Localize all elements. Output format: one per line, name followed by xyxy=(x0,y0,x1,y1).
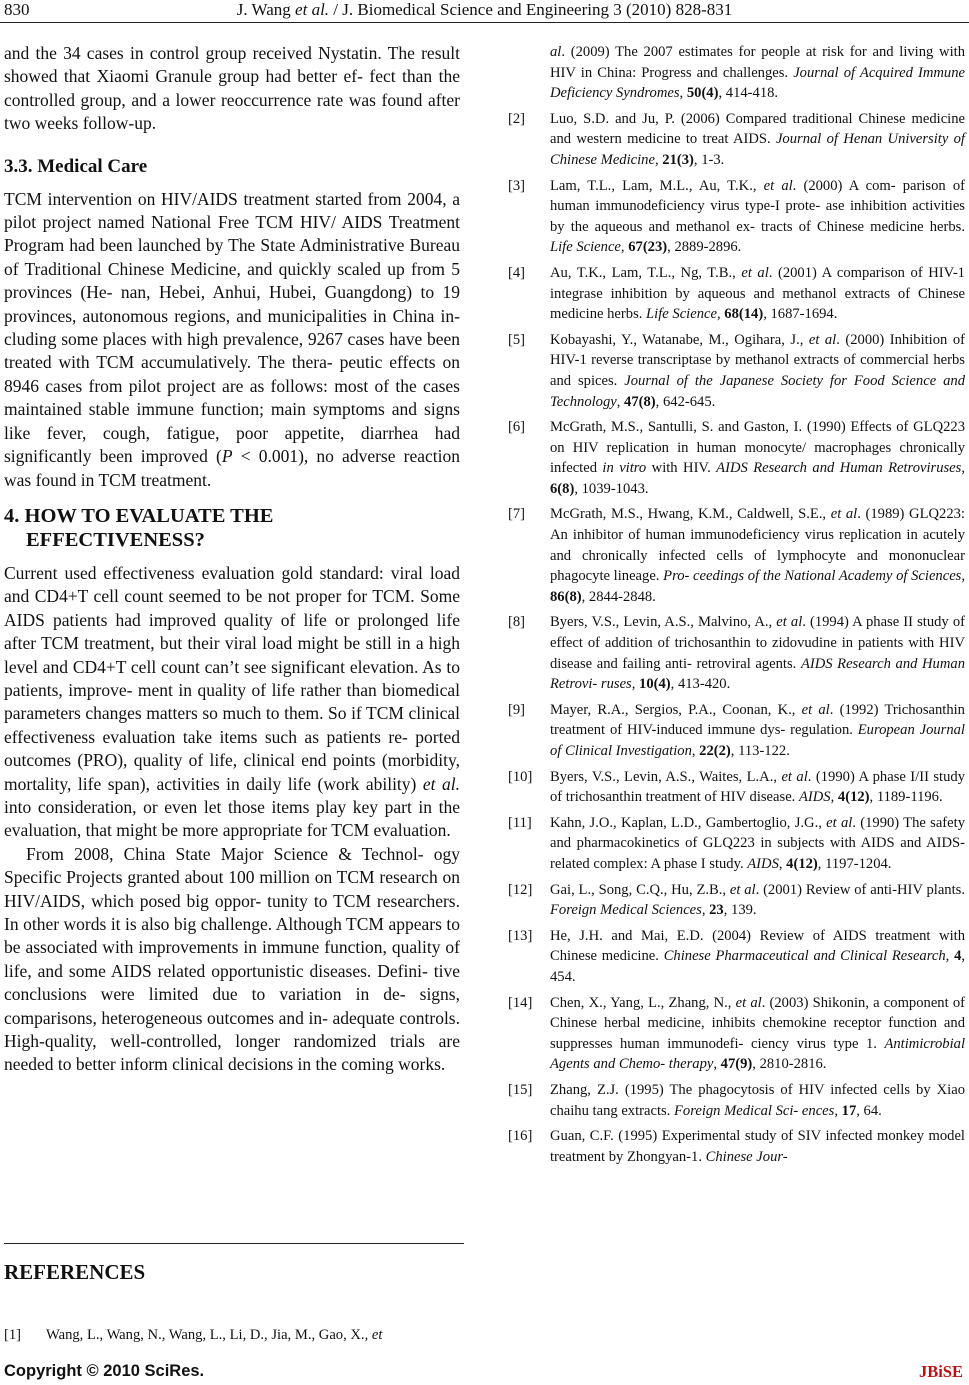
paragraph-text: Current used effectiveness evaluation gold standard: viral load and CD4+T cell count seemed to be not proper for TCM. Some AIDS patients had improved quality of life or prolonged life after TCM treatment, but their viral load might be still in a high level and CD4+T cell count can’t see significant elevation. As to patients, improve- ment in quality of life rather than biomedical parameters changes matters so much to them. So if TCM clinical effectiveness evaluation take items such as patients re- ported outcomes (PRO), quality of life, clinical end points (morbidity, mortality, life span), activities in daily life (work ability) xyxy=(4,562,460,794)
reference-text: Lam, T.L., Lam, M.L., Au, T.K., et al. (2000) A com- parison of human immunodeficiency virus type-I prote- ase inhibition activities by the aqueous and methanol ex- tracts of Chinese medicine herbs. Life Science, 67(23), 2889-2896. xyxy=(550,177,965,256)
reference-number: [3] xyxy=(508,177,526,194)
reference-text: Gai, L., Song, C.Q., Hu, Z.B., et al. (2001) Review of anti-HIV plants. Foreign Medical Sciences, 23, 139. xyxy=(550,881,965,919)
reference-14 xyxy=(508,993,965,1075)
reference-text: Kobayashi, Y., Watanabe, M., Ogihara, J., et al. (2000) Inhibition of HIV-1 reverse transcriptase by methanol extracts of commercial herbs and spices. Journal of the Japanese Society for Food Science and Technology, 47(8), 642-645. xyxy=(550,331,965,410)
pages: , 139. xyxy=(723,902,757,919)
reference-body: with HIV. xyxy=(646,460,717,477)
journal-name: Antimicrobial Agents and Chemo- therapy xyxy=(550,1035,965,1073)
reference-number: [8] xyxy=(508,614,526,631)
reference-body: . (2000) A com- parison of human immunodeficiency virus type-I prote- ase inhibition activities by the aqueous and methanol ex- tracts of Chinese medicine herbs. xyxy=(550,177,965,235)
heading-line-2: EFFECTIVENESS? xyxy=(26,528,205,551)
volume: 68(14) xyxy=(724,306,764,323)
reference-2 xyxy=(508,109,965,171)
reference-authors: Kahn, J.O., Kaplan, L.D., Gambertoglio, J.G., xyxy=(550,814,827,831)
reference-7 xyxy=(508,504,965,607)
et-al-text: et al xyxy=(801,701,830,718)
running-title-text: J. Wang et al. / J. Biomedical Science and Engineering 3 (2010) 828-831 xyxy=(236,0,733,19)
reference-authors: Byers, V.S., Levin, A.S., Waites, L.A., xyxy=(550,768,782,785)
journal-name: Foreign Medical Sciences xyxy=(550,902,702,919)
volume: 22(2) xyxy=(699,743,731,759)
header-rule xyxy=(0,22,969,23)
copyright-footer: Copyright © 2010 SciRes. xyxy=(4,1362,205,1380)
et-al-text: et al xyxy=(729,881,756,898)
reference-text: Mayer, R.A., Sergios, P.A., Coonan, K., et al. (1992) Trichosanthin treatment of HIV-induced immune dys- regulation. European Journal of Clinical Investigation, 22(2), 113-122. xyxy=(550,701,965,759)
journal-name: AIDS Research and Human Retroviruses xyxy=(716,460,962,477)
paragraph-tcm-intervention xyxy=(4,188,460,492)
reference-text xyxy=(550,1126,965,1167)
volume: 4(12) xyxy=(786,855,818,872)
reference-number: [2] xyxy=(508,110,526,127)
pages: , 1039-1043. xyxy=(574,480,649,497)
pages: , 642-645. xyxy=(655,393,716,410)
reference-body: . (2009) The 2007 estimates for people at risk for and living with HIV in China: Progress and challenges. xyxy=(550,44,965,81)
journal-name: Journal of Acquired Immune Deficiency Syndromes xyxy=(550,64,965,102)
journal-name: AIDS xyxy=(798,789,831,806)
reference-authors: He, J.H. and Mai, E.D. (2004) Review of AIDS treatment with Chinese medicine. xyxy=(550,927,965,965)
reference-authors: Wang, L., Wang, N., Wang, L., Li, D., Jia, M., Gao, X., xyxy=(46,1327,372,1343)
reference-body: . (2001) Review of anti-HIV plants. xyxy=(755,881,965,898)
et-al-text: et al. xyxy=(422,773,460,794)
reference-text: Byers, V.S., Levin, A.S., Malvino, A., et al. (1994) A phase II study of effect of addition of trichosanthin to zidovudine in patients with HIV disease and failing anti- retroviral agents. AIDS Research and Human Retrovi- ruses, 10(4), 413-420. xyxy=(550,614,965,693)
reference-body: . (2000) Inhibition of HIV-1 reverse transcriptase by methanol extracts of commercial herbs and spices. xyxy=(550,331,965,389)
reference-authors: Kobayashi, Y., Watanabe, M., Ogihara, J., xyxy=(550,331,809,348)
references-heading: REFERENCES xyxy=(4,1260,146,1284)
volume: 4 xyxy=(954,948,962,965)
reference-authors: McGrath, M.S., Hwang, K.M., Caldwell, S.E., xyxy=(550,506,831,523)
heading-line-1: 4. HOW TO EVALUATE THE xyxy=(4,504,274,527)
volume: 4(12) xyxy=(837,789,870,806)
reference-authors: Gai, L., Song, C.Q., Hu, Z.B., xyxy=(550,881,730,898)
reference-number: [6] xyxy=(508,419,526,436)
paragraph-text: TCM intervention on HIV/AIDS treatment started from 2004, a pilot project named National Free TCM HIV/ AIDS Treatment Program had been launched by The State Administrative Bureau of Traditional Chinese Medicine, and quickly scaled up from 5 provinces (He- nan, Hebei, Anhui, Hubei, Guangdong) to 19 provinces, autonomous regions, and municipalities in China in- cluding some places with high prevalence, 9267 cases have been treated with TCM accumulatively. The thera- peutic effects on 8946 cases from pilot project are as follows: most of the cases maintained stable immune function; main symptoms and signs like fever, cough, fatigue, poor appetite, diarrhea had significantly been improved ( xyxy=(4,188,460,467)
reference-text: Byers, V.S., Levin, A.S., Waites, L.A., et al. (1990) A phase I/II study of trichosanthin treatment of HIV disease. AIDS, 4(12), 1189-1196. xyxy=(550,768,965,806)
journal-name: AIDS xyxy=(747,855,779,872)
reference-13 xyxy=(508,926,965,988)
et-al-text: et al. xyxy=(295,0,330,19)
reference-12 xyxy=(508,880,965,921)
reference-number: [7] xyxy=(508,506,526,523)
reference-number: [9] xyxy=(508,701,526,718)
reference-9 xyxy=(508,700,965,762)
et-al-text: et al xyxy=(826,814,853,831)
reference-1 xyxy=(4,1325,460,1346)
et-al-text: et xyxy=(371,1327,383,1343)
pages: , 1189-1196. xyxy=(869,789,943,806)
reference-body: . (1990) The safety and pharmacokinetics of GLQ223 in subjects with AIDS and AIDS-related complex: A phase I study. xyxy=(550,814,965,872)
reference-number: [1] xyxy=(4,1327,22,1343)
reference-body: . (2003) Shikonin, a component of Chinese herbal medicine, inhibits chemokine receptor function and suppresses human immunodefi- ciency virus type 1. xyxy=(550,994,965,1052)
reference-authors: Mayer, R.A., Sergios, P.A., Coonan, K., xyxy=(550,701,802,718)
pages: , 414-418. xyxy=(718,85,779,102)
et-al-text: et al xyxy=(781,768,808,785)
reference-text: McGrath, M.S., Santulli, S. and Gaston, I. (1990) Effects of GLQ223 on HIV replication in human monocyte/ macrophages chronically infected in vitro with HIV. AIDS Research and Human Retroviruses, 6(8), 1039-1043. xyxy=(550,419,965,497)
reference-8 xyxy=(508,612,965,694)
journal-name: Life Science xyxy=(550,239,621,256)
et-al-text: et al xyxy=(735,994,762,1011)
reference-10 xyxy=(508,767,965,808)
journal-name: Pro- ceedings of the National Academy of Sciences xyxy=(663,568,962,585)
pages: , 413-420. xyxy=(670,676,731,693)
section-heading-evaluate xyxy=(4,504,460,552)
reference-body: . (1990) A phase I/II study of trichosanthin treatment of HIV disease. xyxy=(550,768,965,806)
reference-authors: Luo, S.D. and Ju, P. (2006) Compared traditional Chinese medicine and western medicine to treat AIDS. xyxy=(550,110,965,148)
et-al-text: et al xyxy=(741,264,769,281)
page-number: 830 xyxy=(4,0,30,19)
reference-15 xyxy=(508,1080,965,1121)
journal-name: Life Science xyxy=(646,306,717,323)
et-al-text: in vitro xyxy=(602,460,647,477)
journal-name: Foreign Medical Sci- ences xyxy=(674,1102,835,1119)
reference-body: . (2001) A comparison of HIV-1 integrase inhibition by aqueous and methanol extracts of Chinese medicine herbs. xyxy=(550,264,965,323)
reference-body: . (1989) GLQ223: An inhibitor of human immunodeficiency virus replication in acutely and chronically infected cells of lymphocyte and mononuclear phagocyte lineage. xyxy=(550,506,965,585)
reference-3 xyxy=(508,176,965,258)
pages: , 2844-2848. xyxy=(581,588,656,605)
pages: , 1-3. xyxy=(693,151,725,168)
volume: 17 xyxy=(841,1102,857,1119)
running-title xyxy=(0,0,969,20)
journal-name: European Journal of Clinical Investigation xyxy=(550,722,965,759)
reference-number: [12] xyxy=(508,881,533,898)
volume: 23 xyxy=(709,902,724,919)
et-al-text: et al xyxy=(763,177,793,194)
reference-authors: Lam, T.L., Lam, M.L., Au, T.K., xyxy=(550,177,764,194)
reference-4 xyxy=(508,263,965,325)
reference-authors: Guan, C.F. (1995) Experimental study of SIV infected monkey model treatment by Zhongyan-1. xyxy=(550,1128,965,1165)
reference-number: [5] xyxy=(508,331,526,348)
right-column xyxy=(508,42,965,1172)
reference-5 xyxy=(508,330,965,412)
reference-number: [14] xyxy=(508,994,533,1011)
section-heading-medical-care: 3.3. Medical Care xyxy=(4,155,148,177)
reference-11 xyxy=(508,813,965,875)
reference-authors: Au, T.K., Lam, T.L., Ng, T.B., xyxy=(550,264,742,281)
journal-name: Journal of the Japanese Society for Food Science and Technology xyxy=(550,372,965,410)
pages: , 1687-1694. xyxy=(763,306,838,323)
reference-number: [10] xyxy=(508,768,533,785)
reference-text: McGrath, M.S., Hwang, K.M., Caldwell, S.E., et al. (1989) GLQ223: An inhibitor of human immunodeficiency virus replication in acutely and chronically infected cells of lymphocyte and mononuclear phagocyte lineage. Pro- ceedings of the National Academy of Sciences, 86(8), 2844-2848. xyxy=(550,506,966,605)
reference-authors: McGrath, M.S., Santulli, S. and Gaston, I. (1990) Effects of GLQ223 on HIV replication in human monocyte/ macrophages chronically infected xyxy=(550,419,965,477)
reference-text xyxy=(46,1325,460,1346)
reference-text: Kahn, J.O., Kaplan, L.D., Gambertoglio, J.G., et al. (1990) The safety and pharmacokinetics of GLQ223 in subjects with AIDS and AIDS-related complex: A phase I study. AIDS, 4(12), 1197-1204. xyxy=(550,814,965,872)
reference-authors: Zhang, Z.J. (1995) The phagocytosis of HIV infected cells by Xiao chaihu tang extracts. xyxy=(550,1081,965,1119)
pages: , 2889-2896. xyxy=(667,239,742,256)
pages: , 454. xyxy=(550,948,966,985)
et-al-text: et al xyxy=(830,506,858,523)
et-al-text: et al xyxy=(776,614,803,631)
reference-16 xyxy=(508,1126,965,1167)
reference-number: [15] xyxy=(508,1081,533,1098)
volume: 67(23) xyxy=(628,239,668,256)
reference-text: al. (2009) The 2007 estimates for people at risk for and living with HIV in China: Progress and challenges. Journal of Acquired Immune Deficiency Syndromes, 50(4), 414-418. xyxy=(550,44,965,102)
volume: 47(9) xyxy=(720,1056,753,1073)
reference-6 xyxy=(508,417,965,499)
et-al-text: al xyxy=(550,44,562,60)
p-value-symbol: P xyxy=(221,446,233,467)
pages: , 2810-2816. xyxy=(752,1056,827,1073)
paragraph-text: into consideration, or even let those items play key part in the evaluation, that might be more appropriate for TCM evaluation. xyxy=(4,796,460,841)
reference-body: . (1992) Trichosanthin treatment of HIV-induced immune dys- regulation. xyxy=(550,701,965,739)
reference-text: Zhang, Z.J. (1995) The phagocytosis of HIV infected cells by Xiao chaihu tang extracts. Foreign Medical Sci- ences, 17, 64. xyxy=(550,1081,965,1119)
paragraph-evaluation-standard xyxy=(4,562,460,843)
reference-text: He, J.H. and Mai, E.D. (2004) Review of AIDS treatment with Chinese medicine. Chinese Pharmaceutical and Clinical Research, 4, 454. xyxy=(550,927,966,985)
reference-text: Chen, X., Yang, L., Zhang, N., et al. (2003) Shikonin, a component of Chinese herbal medicine, inhibits chemokine receptor function and suppresses human immunodefi- ciency virus type 1. Antimicrobial Agents and Chemo- therapy, 47(9), 2810-2816. xyxy=(550,994,965,1073)
paragraph-major-projects: From 2008, China State Major Science & Technol- ogy Specific Projects granted about 100 million on TCM research on HIV/AIDS, which posed big oppor- tunity to TCM researchers. In other words it is also big challenge. Although TCM appears to be associated with improvements in immune function, quality of life, and some AIDS related opportunistic diseases. Defini- tive conclusions were limited due to variation in de- signs, comparisons, heterogeneous outcomes and in- adequate controls. High-quality, well-controlled, longer randomized trials are needed to better inform clinical decisions in the coming works. xyxy=(4,843,460,1075)
reference-number: [4] xyxy=(508,264,526,281)
reference-text: Luo, S.D. and Ju, P. (2006) Compared traditional Chinese medicine and western medicine to treat AIDS. Journal of Henan University of Chinese Medicine, 21(3), 1-3. xyxy=(550,110,965,168)
journal-name: AIDS Research and Human Retrovi- ruses xyxy=(550,655,965,693)
reference-body: . (1994) A phase II study of effect of addition of trichosanthin to zidovudine in patients with HIV disease and failing anti- retroviral agents. xyxy=(550,614,965,672)
paragraph-text: < 0.001), no adverse reaction was found in TCM treatment. xyxy=(4,446,460,490)
reference-authors: Chen, X., Yang, L., Zhang, N., xyxy=(550,994,736,1011)
reference-number: [11] xyxy=(508,814,532,831)
volume: 10(4) xyxy=(639,676,671,693)
journal-abbreviation: JBiSE xyxy=(918,1362,963,1381)
reference-number: [13] xyxy=(508,927,533,944)
reference-text: Au, T.K., Lam, T.L., Ng, T.B., et al. (2001) A comparison of HIV-1 integrase inhibition by aqueous and methanol extracts of Chinese medicine herbs. Life Science, 68(14), 1687-1694. xyxy=(550,264,965,323)
reference-1-continued xyxy=(508,42,965,104)
volume: 86(8) xyxy=(550,588,582,605)
journal-name: Chinese Jour- xyxy=(705,1148,788,1165)
reference-authors: Byers, V.S., Levin, A.S., Malvino, A., xyxy=(550,614,777,631)
left-column xyxy=(4,42,460,1077)
journal-name: Journal of Henan University of Chinese Medicine xyxy=(550,131,965,168)
pages: , 113-122. xyxy=(730,743,790,759)
volume: 21(3) xyxy=(662,151,694,168)
pages: , 1197-1204. xyxy=(817,855,892,872)
journal-name: Chinese Pharmaceutical and Clinical Research xyxy=(663,948,946,965)
reference-number: [16] xyxy=(508,1128,533,1145)
pages: , 64. xyxy=(856,1102,882,1119)
volume: 50(4) xyxy=(686,85,719,102)
et-al-text: et al xyxy=(808,331,837,348)
paragraph-nystatin: and the 34 cases in control group received Nystatin. The result showed that Xiaomi Granule group had better ef- fect than the controlled group, and a lower reoccurrence rate was found after two weeks follow-up. xyxy=(4,43,460,134)
references-rule xyxy=(4,1243,464,1244)
volume: 6(8) xyxy=(550,480,575,497)
volume: 47(8) xyxy=(624,393,656,410)
